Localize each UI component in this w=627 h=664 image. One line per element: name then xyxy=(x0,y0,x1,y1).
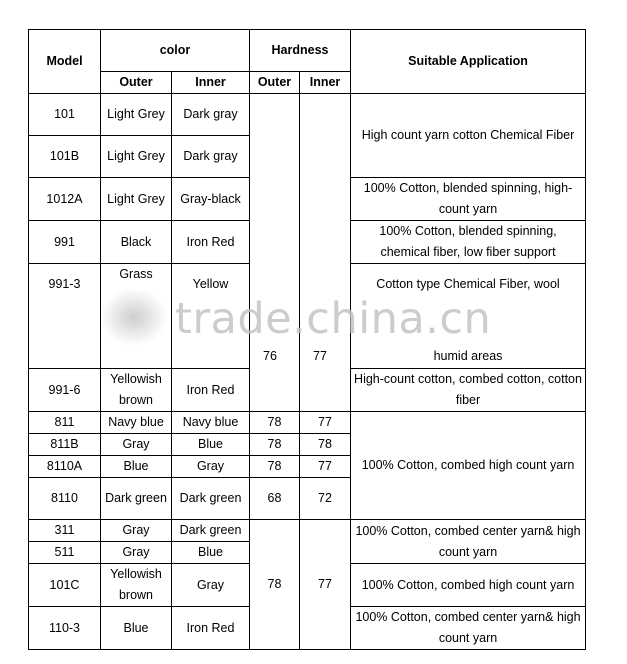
model-cell: 311 xyxy=(29,520,101,542)
header-color-inner: Inner xyxy=(172,72,250,94)
hardness-outer-cell: 68 xyxy=(250,478,300,520)
watermark-blur xyxy=(100,288,168,346)
application-cell: 100% Cotton, combed high count yarn xyxy=(351,564,586,607)
model-cell: 8110 xyxy=(29,478,101,520)
header-color: color xyxy=(101,30,250,72)
model-cell: 101 xyxy=(29,94,101,136)
hardness-top-outer-value: 76 xyxy=(263,349,277,363)
hardness-outer-cell: 78 xyxy=(250,456,300,478)
header-application: Suitable Application xyxy=(351,30,586,94)
outer-color-cell: Gray xyxy=(101,542,172,564)
model-cell: 811B xyxy=(29,434,101,456)
application-cell: 100% Cotton, combed center yarn& high count yarn xyxy=(351,607,586,650)
outer-color-cell: Black xyxy=(101,221,172,264)
outer-color-cell: Gray xyxy=(101,434,172,456)
inner-color-cell: Yellow xyxy=(172,264,250,369)
model-cell: 991 xyxy=(29,221,101,264)
application-text-top: Cotton type Chemical Fiber, wool xyxy=(376,277,560,291)
inner-color-cell: Iron Red xyxy=(172,607,250,650)
inner-color-cell: Gray-black xyxy=(172,178,250,221)
application-cell: High count yarn cotton Chemical Fiber xyxy=(351,94,586,178)
inner-color-cell: Iron Red xyxy=(172,369,250,412)
hardness-inner-cell: 72 xyxy=(300,478,351,520)
header-model: Model xyxy=(29,30,101,94)
hardness-inner-cell: 77 xyxy=(300,456,351,478)
application-cell: 100% Cotton, blended spinning, high-count yarn xyxy=(351,178,586,221)
model-cell: 811 xyxy=(29,412,101,434)
outer-color-cell: Light Grey xyxy=(101,178,172,221)
hardness-top-inner-value: 77 xyxy=(313,349,327,363)
model-cell: 991-3 xyxy=(29,264,101,369)
inner-color-cell: Dark green xyxy=(172,520,250,542)
outer-color-cell: Blue xyxy=(101,607,172,650)
header-color-outer: Outer xyxy=(101,72,172,94)
table-row xyxy=(29,94,586,136)
application-text-bottom: humid areas xyxy=(433,349,503,363)
outer-color-cell: Gray xyxy=(101,520,172,542)
hardness-inner-cell: 78 xyxy=(300,434,351,456)
inner-color-cell: Gray xyxy=(172,564,250,607)
outer-color-cell: Grass xyxy=(101,264,172,369)
outer-color-cell: Yellowish brown xyxy=(101,369,172,412)
model-cell: 8110A xyxy=(29,456,101,478)
outer-color-cell: Dark green xyxy=(101,478,172,520)
hardness-inner-cell: 77 xyxy=(300,412,351,434)
outer-color-cell: Light Grey xyxy=(101,94,172,136)
model-cell: 101B xyxy=(29,136,101,178)
table-row xyxy=(29,520,586,542)
model-cell: 101C xyxy=(29,564,101,607)
application-cell: 100% Cotton, blended spinning, chemical fiber, low fiber support xyxy=(351,221,586,264)
inner-color-cell: Dark green xyxy=(172,478,250,520)
header-hardness-inner: Inner xyxy=(300,72,351,94)
model-cell: 110-3 xyxy=(29,607,101,650)
watermark-text: trade.china.cn xyxy=(175,294,492,344)
model-cell: 511 xyxy=(29,542,101,564)
application-cell xyxy=(351,264,586,369)
inner-color-cell: Blue xyxy=(172,542,250,564)
header-hardness: Hardness xyxy=(250,30,351,72)
outer-color-cell: Light Grey xyxy=(101,136,172,178)
outer-color-cell: Blue xyxy=(101,456,172,478)
application-cell: 100% Cotton, combed high count yarn xyxy=(351,412,586,520)
outer-color-cell: Yellowish brown xyxy=(101,564,172,607)
application-cell: High-count cotton, combed cotton, cotton fiber xyxy=(351,369,586,412)
application-cell: 100% Cotton, combed center yarn& high count yarn xyxy=(351,520,586,564)
hardness-outer-group-bottom: 78 xyxy=(250,520,300,650)
outer-color-cell: Navy blue xyxy=(101,412,172,434)
header-hardness-outer: Outer xyxy=(250,72,300,94)
inner-color-cell: Navy blue xyxy=(172,412,250,434)
inner-color-cell: Gray xyxy=(172,456,250,478)
inner-color-cell: Blue xyxy=(172,434,250,456)
hardness-inner-group-bottom: 77 xyxy=(300,520,351,650)
hardness-outer-cell: 78 xyxy=(250,412,300,434)
hardness-outer-cell: 78 xyxy=(250,434,300,456)
model-cell: 1012A xyxy=(29,178,101,221)
table-row xyxy=(29,412,586,434)
model-cell: 991-6 xyxy=(29,369,101,412)
inner-color-cell: Iron Red xyxy=(172,221,250,264)
inner-color-cell: Dark gray xyxy=(172,136,250,178)
inner-color-cell: Dark gray xyxy=(172,94,250,136)
